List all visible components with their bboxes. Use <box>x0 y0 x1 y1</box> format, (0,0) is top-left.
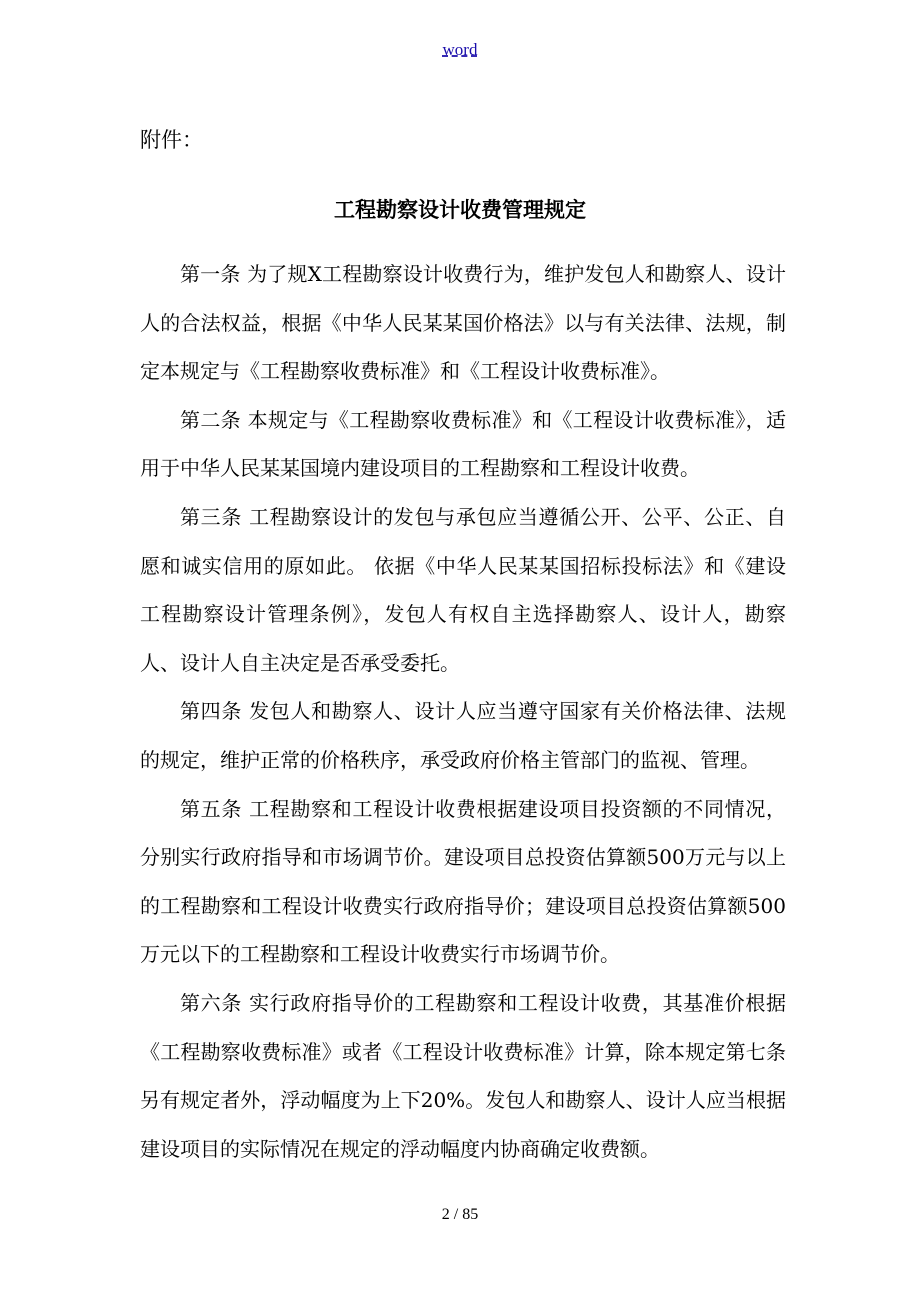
article-2: 第二条 本规定与《工程勘察收费标准》和《工程设计收费标准》，适用于中华人民某某国境内建设项目的工程勘察和工程设计收费。 <box>140 407 786 481</box>
document-title: 工程勘察设计收费管理规定 <box>334 197 586 222</box>
attachment-label: 附件： <box>140 128 203 152</box>
article-1: 第一条 为了规X工程勘察设计收费行为，维护发包人和勘察人、设计人的合法权益，根据《中华人民某某国价格法》以与有关法律、法规，制定本规定与《工程勘察收费标准》和《工程设计收费标准》。 <box>140 262 786 384</box>
page-number: 2 / 85 <box>441 1206 479 1223</box>
article-6: 第六条 实行政府指导价的工程勘察和工程设计收费，其基准价根据《工程勘察收费标准》或者《工程设计收费标准》计算，除本规定第七条另有规定者外，浮动幅度为上下20%。发包人和勘察人、设计人应当根据建设项目的实际情况在规定的浮动幅度内协商确定收费额。 <box>140 990 786 1161</box>
article-4: 第四条 发包人和勘察人、设计人应当遵守国家有关价格法律、法规的规定，维护正常的价格秩序，承受政府价格主管部门的监视、管理。 <box>140 699 786 772</box>
article-5: 第五条 工程勘察和工程设计收费根据建设项目投资额的不同情况，分别实行政府指导和市场调节价。建设项目总投资估算额500万元与以上的工程勘察和工程设计收费实行政府指导价；建设项目总投资估算额500万元以下的工程勘察和工程设计收费实行市场调节价。 <box>140 796 786 967</box>
document-body <box>140 250 786 1173</box>
header-word-link[interactable]: word <box>442 40 478 59</box>
article-3: 第三条 工程勘察设计的发包与承包应当遵循公开、公平、公正、自愿和诚实信用的原如此。 依据《中华人民某某国招标投标法》和《建设工程勘察设计管理条例》，发包人有权自主选择勘察人、设计人，勘察人、设计人自主决定是否承受委托。 <box>140 504 786 675</box>
